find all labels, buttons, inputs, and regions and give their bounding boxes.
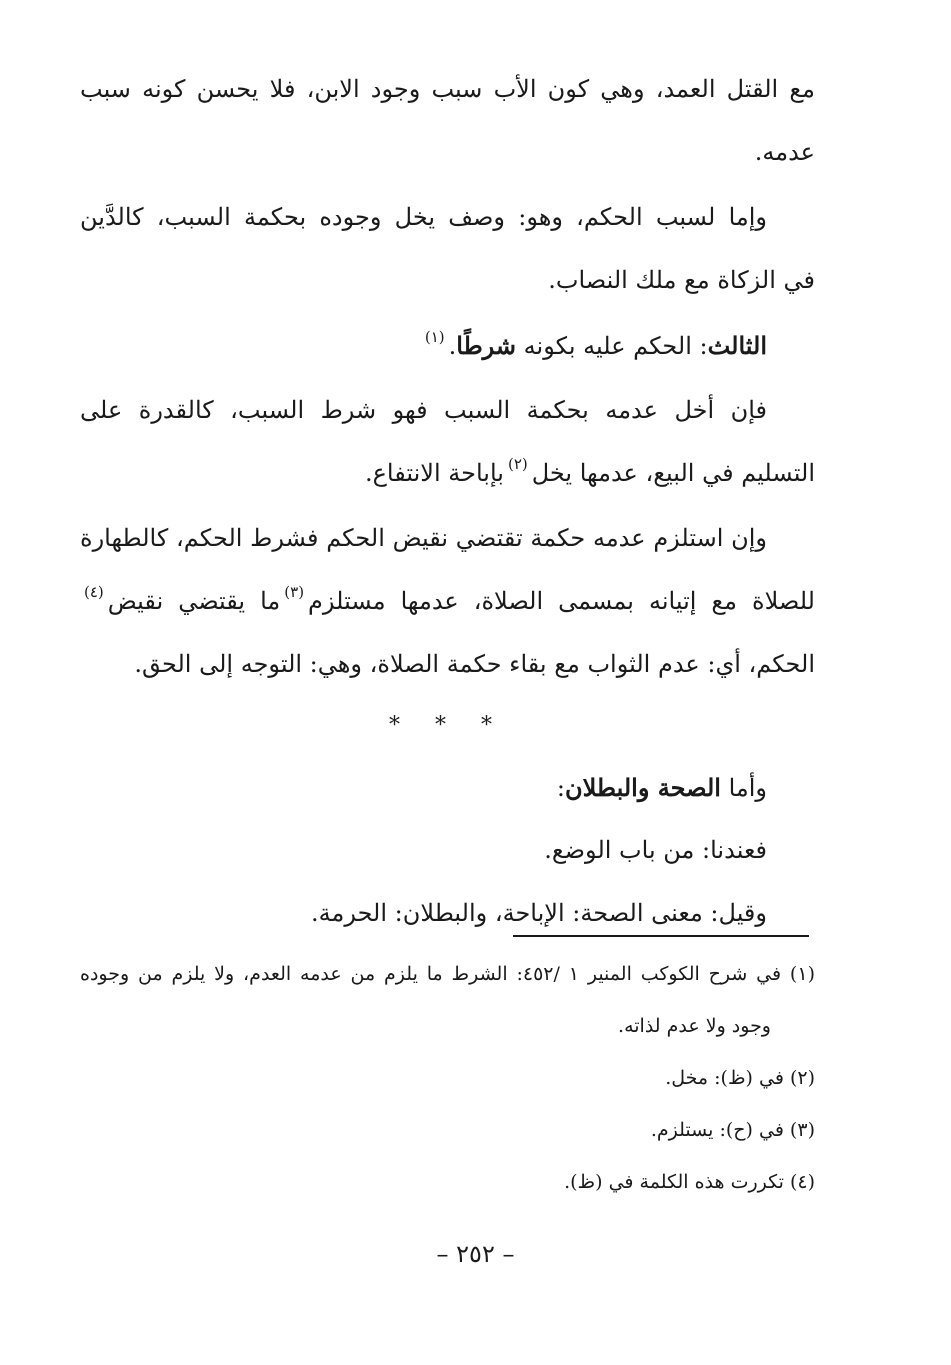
footnote-line: (١) في شرح الكوكب المنير ١ /٤٥٢: الشرط ما يلزم من عدمه العدم، ولا يلزم من وجوده	[80, 963, 815, 985]
footnote-line: (٢) في (ظ): مخل.	[665, 1067, 815, 1089]
text-line: وإما لسبب الحكم، وهو: وصف يخل وجوده بحكمة السبب، كالدَّين	[80, 203, 767, 231]
footnote-line: وجود ولا عدم لذاته.	[618, 1015, 771, 1037]
text-line: مع القتل العمد، وهي كون الأب سبب وجود الابن، فلا يحسن كونه سبب	[80, 75, 815, 103]
footnote-divider	[513, 935, 809, 937]
paragraph-third	[80, 314, 815, 377]
text-span: .	[448, 332, 457, 360]
text-span: التسليم في البيع، عدمها يخل	[531, 459, 815, 487]
footnote-ref: (٢)	[507, 455, 528, 473]
text-line: فإن أخل عدمه بحكمة السبب فهو شرط السبب، كالقدرة على	[80, 396, 767, 424]
text-line: في الزكاة مع ملك النصاب.	[548, 266, 815, 294]
footnote-line: (٤) تكررت هذه الكلمة في (ظ).	[564, 1171, 815, 1193]
text-span: بإباحة الانتفاع.	[364, 459, 504, 487]
footnote-line: (٣) في (ح): يستلزم.	[650, 1119, 815, 1141]
text-span: وأما	[720, 774, 767, 802]
text-span: ما يقتضي نقيض	[107, 587, 281, 615]
section-separator: * * *	[389, 713, 506, 738]
footnote-ref: (١)	[424, 328, 445, 346]
text-line	[80, 570, 815, 633]
heading-third: الثالث	[707, 331, 767, 360]
section-heading	[80, 756, 815, 819]
text-span: : الحكم عليه بكونه	[516, 332, 708, 360]
term-shart: شرطًا	[456, 331, 517, 360]
footnotes	[80, 948, 815, 1208]
text-line: الحكم، أي: عدم الثواب مع بقاء حكمة الصلاة، وهي: التوجه إلى الحق.	[134, 650, 815, 678]
text-line: فعندنا: من باب الوضع.	[544, 836, 767, 864]
footnote-ref: (٣)	[284, 583, 305, 601]
text-span: :	[556, 774, 565, 802]
heading-sihha: الصحة والبطلان	[564, 773, 721, 802]
text-line	[80, 442, 815, 505]
footnote-ref: (٤)	[84, 583, 104, 601]
text-line: وإن استلزم عدمه حكمة تقتضي نقيض الحكم فشرط الحكم، كالطهارة	[80, 524, 767, 552]
text-line: وقيل: معنى الصحة: الإباحة، والبطلان: الحرمة.	[310, 899, 767, 927]
main-text	[80, 58, 815, 945]
page-number: – ٢٥٢ –	[436, 1240, 515, 1268]
text-span: للصلاة مع إتيانه بمسمى الصلاة، عدمها مستلزم	[308, 587, 815, 615]
text-line: عدمه.	[754, 138, 815, 166]
